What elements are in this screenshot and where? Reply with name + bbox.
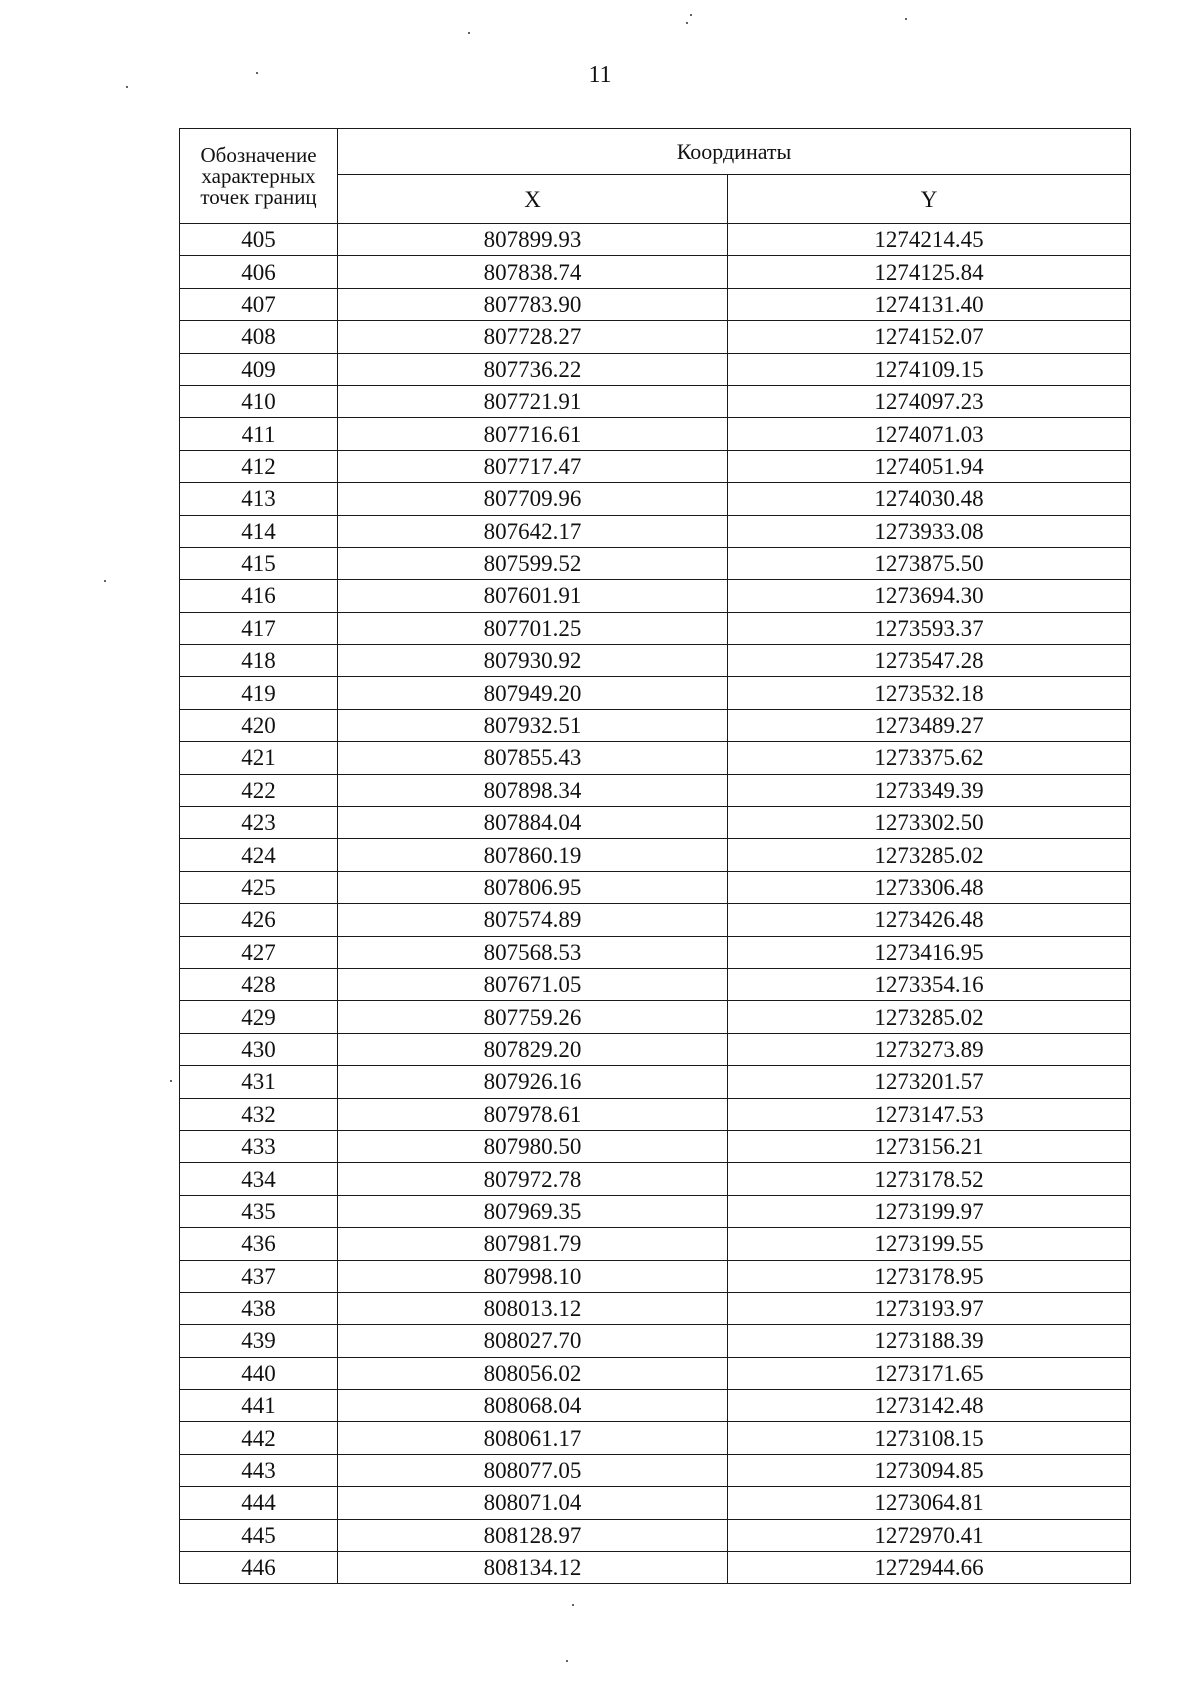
x-cell: 807642.17 (338, 515, 728, 547)
y-cell: 1273349.39 (728, 774, 1131, 806)
x-cell: 807972.78 (338, 1163, 728, 1195)
x-column-header: X (338, 175, 728, 224)
point-cell: 438 (180, 1292, 338, 1324)
x-cell: 807949.20 (338, 677, 728, 709)
x-cell: 807932.51 (338, 709, 728, 741)
y-cell: 1273375.62 (728, 742, 1131, 774)
point-cell: 440 (180, 1357, 338, 1389)
scan-speck (468, 32, 470, 34)
table-row (180, 807, 1131, 839)
y-cell: 1273178.95 (728, 1260, 1131, 1292)
x-cell: 807969.35 (338, 1195, 728, 1227)
coordinates-header: Координаты (338, 129, 1131, 175)
table-row (180, 385, 1131, 417)
y-cell: 1273171.65 (728, 1357, 1131, 1389)
x-cell: 807926.16 (338, 1066, 728, 1098)
scan-speck (566, 1660, 568, 1662)
x-cell: 807860.19 (338, 839, 728, 871)
point-cell: 444 (180, 1487, 338, 1519)
point-cell: 445 (180, 1519, 338, 1551)
table-row (180, 1228, 1131, 1260)
point-cell: 424 (180, 839, 338, 871)
point-cell: 418 (180, 645, 338, 677)
y-cell: 1273489.27 (728, 709, 1131, 741)
point-cell: 420 (180, 709, 338, 741)
table-row (180, 256, 1131, 288)
point-cell: 428 (180, 968, 338, 1000)
table-row (180, 547, 1131, 579)
point-cell: 406 (180, 256, 338, 288)
point-cell: 433 (180, 1130, 338, 1162)
x-cell: 808071.04 (338, 1487, 728, 1519)
x-cell: 807898.34 (338, 774, 728, 806)
y-cell: 1274125.84 (728, 256, 1131, 288)
y-column-header: Y (728, 175, 1131, 224)
y-cell: 1273273.89 (728, 1033, 1131, 1065)
y-cell: 1273156.21 (728, 1130, 1131, 1162)
table-row (180, 871, 1131, 903)
scan-speck (686, 22, 688, 24)
x-cell: 807899.93 (338, 224, 728, 256)
table-row (180, 515, 1131, 547)
x-cell: 808027.70 (338, 1325, 728, 1357)
point-cell: 439 (180, 1325, 338, 1357)
table-row (180, 483, 1131, 515)
table-row (180, 774, 1131, 806)
y-cell: 1273188.39 (728, 1325, 1131, 1357)
point-cell: 416 (180, 580, 338, 612)
y-cell: 1273694.30 (728, 580, 1131, 612)
y-cell: 1273532.18 (728, 677, 1131, 709)
table-row (180, 288, 1131, 320)
y-cell: 1273285.02 (728, 1001, 1131, 1033)
table-row (180, 1487, 1131, 1519)
point-cell: 434 (180, 1163, 338, 1195)
point-cell: 426 (180, 904, 338, 936)
x-cell: 807736.22 (338, 353, 728, 385)
y-cell: 1274051.94 (728, 450, 1131, 482)
x-cell: 807930.92 (338, 645, 728, 677)
table-row (180, 839, 1131, 871)
point-cell: 436 (180, 1228, 338, 1260)
scan-speck (170, 1080, 172, 1082)
x-cell: 808061.17 (338, 1422, 728, 1454)
point-cell: 407 (180, 288, 338, 320)
x-cell: 807998.10 (338, 1260, 728, 1292)
table-row (180, 968, 1131, 1000)
point-cell: 410 (180, 385, 338, 417)
x-cell: 807978.61 (338, 1098, 728, 1130)
x-cell: 808128.97 (338, 1519, 728, 1551)
x-cell: 807599.52 (338, 547, 728, 579)
point-cell: 425 (180, 871, 338, 903)
point-cell: 443 (180, 1454, 338, 1486)
y-cell: 1273302.50 (728, 807, 1131, 839)
y-cell: 1273064.81 (728, 1487, 1131, 1519)
table-row (180, 1033, 1131, 1065)
point-cell: 431 (180, 1066, 338, 1098)
table-row (180, 1292, 1131, 1324)
point-cell: 411 (180, 418, 338, 450)
y-cell: 1273199.55 (728, 1228, 1131, 1260)
table-row (180, 580, 1131, 612)
table-row (180, 1390, 1131, 1422)
table-row (180, 450, 1131, 482)
point-cell: 422 (180, 774, 338, 806)
point-cell: 427 (180, 936, 338, 968)
y-cell: 1273933.08 (728, 515, 1131, 547)
coordinates-table (179, 128, 1131, 1584)
x-cell: 807574.89 (338, 904, 728, 936)
y-cell: 1273199.97 (728, 1195, 1131, 1227)
x-cell: 807716.61 (338, 418, 728, 450)
scan-speck (690, 14, 692, 16)
table-row (180, 1066, 1131, 1098)
table-row (180, 353, 1131, 385)
y-cell: 1272944.66 (728, 1552, 1131, 1584)
y-cell: 1273547.28 (728, 645, 1131, 677)
y-cell: 1273147.53 (728, 1098, 1131, 1130)
y-cell: 1274030.48 (728, 483, 1131, 515)
x-cell: 807855.43 (338, 742, 728, 774)
y-cell: 1273285.02 (728, 839, 1131, 871)
x-cell: 807884.04 (338, 807, 728, 839)
table-row (180, 224, 1131, 256)
x-cell: 807981.79 (338, 1228, 728, 1260)
table-row (180, 1422, 1131, 1454)
y-cell: 1273416.95 (728, 936, 1131, 968)
y-cell: 1273142.48 (728, 1390, 1131, 1422)
point-cell: 414 (180, 515, 338, 547)
table-row (180, 1001, 1131, 1033)
point-cell: 412 (180, 450, 338, 482)
x-cell: 808013.12 (338, 1292, 728, 1324)
y-cell: 1273306.48 (728, 871, 1131, 903)
scan-speck (104, 580, 106, 582)
y-cell: 1273354.16 (728, 968, 1131, 1000)
x-cell: 807728.27 (338, 321, 728, 353)
y-cell: 1273108.15 (728, 1422, 1131, 1454)
y-cell: 1272970.41 (728, 1519, 1131, 1551)
x-cell: 807783.90 (338, 288, 728, 320)
point-cell: 413 (180, 483, 338, 515)
x-cell: 807568.53 (338, 936, 728, 968)
y-cell: 1274109.15 (728, 353, 1131, 385)
table-row (180, 936, 1131, 968)
x-cell: 807601.91 (338, 580, 728, 612)
point-designation-header: Обозначение характерных точек границ (180, 129, 338, 224)
y-cell: 1273094.85 (728, 1454, 1131, 1486)
y-cell: 1273178.52 (728, 1163, 1131, 1195)
table-row (180, 1163, 1131, 1195)
table-body (180, 224, 1131, 1584)
point-cell: 408 (180, 321, 338, 353)
point-cell: 409 (180, 353, 338, 385)
table-row (180, 1357, 1131, 1389)
table-row (180, 904, 1131, 936)
x-cell: 807829.20 (338, 1033, 728, 1065)
x-cell: 807806.95 (338, 871, 728, 903)
y-cell: 1274097.23 (728, 385, 1131, 417)
x-cell: 807759.26 (338, 1001, 728, 1033)
x-cell: 807838.74 (338, 256, 728, 288)
y-cell: 1273193.97 (728, 1292, 1131, 1324)
y-cell: 1273593.37 (728, 612, 1131, 644)
table-row (180, 645, 1131, 677)
point-cell: 421 (180, 742, 338, 774)
x-cell: 808068.04 (338, 1390, 728, 1422)
y-cell: 1273426.48 (728, 904, 1131, 936)
y-cell: 1274214.45 (728, 224, 1131, 256)
table-row (180, 1519, 1131, 1551)
table-row (180, 709, 1131, 741)
point-cell: 430 (180, 1033, 338, 1065)
x-cell: 807671.05 (338, 968, 728, 1000)
point-cell: 429 (180, 1001, 338, 1033)
x-cell: 807721.91 (338, 385, 728, 417)
table-row (180, 1454, 1131, 1486)
table-row (180, 677, 1131, 709)
y-cell: 1274071.03 (728, 418, 1131, 450)
x-cell: 807701.25 (338, 612, 728, 644)
table-row (180, 1130, 1131, 1162)
point-cell: 405 (180, 224, 338, 256)
scan-speck (905, 18, 907, 20)
x-cell: 808056.02 (338, 1357, 728, 1389)
table-row (180, 1195, 1131, 1227)
point-cell: 432 (180, 1098, 338, 1130)
y-cell: 1274131.40 (728, 288, 1131, 320)
point-cell: 415 (180, 547, 338, 579)
scan-speck (572, 1604, 574, 1606)
page-number: 11 (588, 62, 612, 88)
x-cell: 807709.96 (338, 483, 728, 515)
point-cell: 437 (180, 1260, 338, 1292)
point-cell: 442 (180, 1422, 338, 1454)
table-row (180, 321, 1131, 353)
x-cell: 807717.47 (338, 450, 728, 482)
point-cell: 419 (180, 677, 338, 709)
point-cell: 423 (180, 807, 338, 839)
point-cell: 441 (180, 1390, 338, 1422)
table-row (180, 418, 1131, 450)
point-cell: 417 (180, 612, 338, 644)
table-row (180, 612, 1131, 644)
y-cell: 1273201.57 (728, 1066, 1131, 1098)
x-cell: 808077.05 (338, 1454, 728, 1486)
y-cell: 1274152.07 (728, 321, 1131, 353)
point-cell: 435 (180, 1195, 338, 1227)
x-cell: 808134.12 (338, 1552, 728, 1584)
point-cell: 446 (180, 1552, 338, 1584)
table-row (180, 742, 1131, 774)
x-cell: 807980.50 (338, 1130, 728, 1162)
table-row (180, 1098, 1131, 1130)
table-row (180, 1325, 1131, 1357)
table-row (180, 1552, 1131, 1584)
table-row (180, 1260, 1131, 1292)
y-cell: 1273875.50 (728, 547, 1131, 579)
